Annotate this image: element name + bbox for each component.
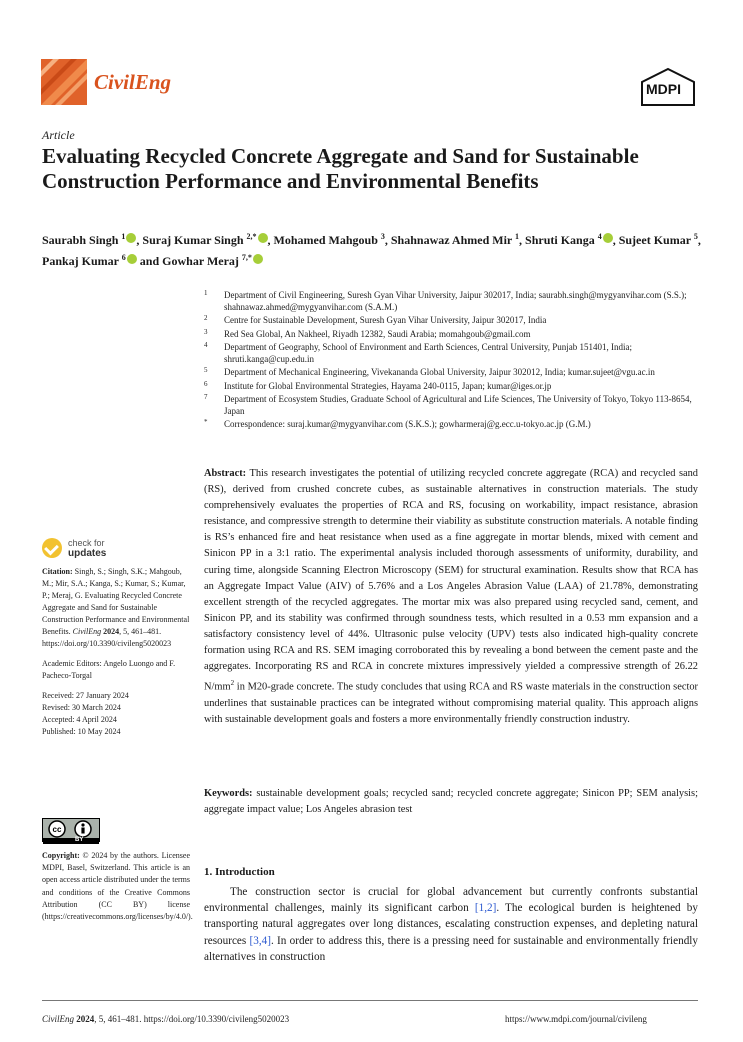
author-name: Saurabh Singh (42, 233, 122, 247)
academic-editors: Academic Editors: Angelo Luongo and F. Pacheco-Torgal (42, 659, 176, 680)
affiliation-number: 4 (204, 341, 208, 349)
check-for-updates-icon[interactable] (42, 538, 62, 558)
abstract-label: Abstract: (204, 468, 247, 479)
cc-by-text: BY (75, 837, 84, 843)
affiliation-text: Department of Civil Engineering, Suresh Gyan Vihar University, Jaipur 302017, India; saurabh.singh@mygyanvihar.com (S.S.); shahnawaz.ahmed@mygyanvihar.com (S.A.M.) (224, 290, 687, 312)
cc-by-bar (43, 838, 99, 844)
affiliation-list (204, 290, 704, 433)
check-line-1: check for (68, 538, 105, 548)
paper-title: Evaluating Recycled Concrete Aggregate and Sand for Sustainable Construction Performance and Environmental Benefits (42, 144, 639, 193)
affiliation-text: Correspondence: suraj.kumar@mygyanvihar.com (S.K.S.); gowharmeraj@g.ecc.u-tokyo.ac.jp (G.M.) (224, 419, 591, 429)
affiliation-item (204, 394, 704, 417)
abstract-text-2: in M20-grade concrete. The study concludes that using RCA and RS waste materials in the construction sector underlines that sustainable practices can be integrated without compromising material quality. This approach aligns with sustainable development goals and fosters a more environmentally friendly construction industry. (204, 681, 698, 725)
affiliation-item (204, 315, 704, 327)
abstract-sup: 2 (230, 679, 235, 688)
check-line-2: updates (68, 548, 107, 559)
footer-journal: CivilEng (42, 1014, 74, 1024)
check-for-updates-link[interactable] (68, 538, 106, 559)
date-received: Received: 27 January 2024 (42, 691, 129, 700)
affiliation-item (204, 381, 704, 393)
author-affiliation-sup: 3 (380, 232, 385, 241)
author-name: Gowhar Meraj (162, 254, 242, 268)
footer-doi[interactable]: , 5, 461–481. https://doi.org/10.3390/civileng5020023 (94, 1014, 290, 1024)
citation-ref-1-2[interactable]: [1,2] (474, 902, 497, 915)
affiliation-text: Centre for Sustainable Development, Suresh Gyan Vihar University, Jaipur 302017, India (224, 315, 547, 325)
citation-block (42, 566, 192, 650)
affiliation-item (204, 290, 704, 313)
footer-divider (42, 1000, 698, 1001)
author-separator: , (136, 233, 143, 247)
article-type: Article (42, 128, 75, 142)
publisher-name: MDPI (646, 81, 681, 97)
date-revised: Revised: 30 March 2024 (42, 703, 121, 712)
author-list (42, 228, 702, 270)
copyright-label: Copyright: (42, 851, 80, 860)
keywords-label: Keywords: (204, 788, 253, 799)
affiliation-text: Institute for Global Environmental Strategies, Hayama 240-0115, Japan; kumar@iges.or.jp (224, 380, 552, 391)
affiliation-number: 2 (204, 314, 208, 322)
citation-text: Singh, S.; Singh, S.K.; Mahgoub, M.; Mir, S.A.; Kanga, S.; Kumar, S.; Kumar, P.; Meraj, G. Evaluating Recycled Concrete Aggregate and Sand for Sustainable Construction Performance and Environmental Benefits. (42, 567, 190, 636)
citation-year: 2024 (103, 627, 120, 636)
affiliation-item (204, 329, 704, 341)
citation-ref-3-4[interactable]: [3,4] (249, 934, 271, 947)
intro-text-2: . The ecological burden is heightened by transporting natural aggregates over long distances, escalating construction expenses, and depleting natural resources (204, 902, 698, 947)
author-separator: , (612, 233, 619, 247)
affiliation-number: 3 (204, 327, 208, 336)
citation-journal: CivilEng (72, 627, 102, 636)
copyright-notice (42, 850, 193, 923)
keywords (204, 786, 698, 818)
abstract (204, 466, 698, 728)
citation-label: Citation: (42, 567, 73, 576)
author-affiliation-sup: 7,* (241, 253, 252, 262)
affiliation-number: 7 (204, 393, 208, 401)
author-separator: and (136, 254, 163, 268)
date-published: Published: 10 May 2024 (42, 727, 121, 736)
date-accepted: Accepted: 4 April 2024 (42, 715, 117, 724)
orcid-icon[interactable] (258, 233, 268, 243)
affiliation-text: Department of Ecosystem Studies, Graduate School of Agricultural and Life Sciences, The University of Tokyo, Tokyo 113-8654, Japan (224, 394, 692, 416)
author-separator: , (697, 233, 701, 247)
affiliation-number: 5 (204, 366, 208, 374)
intro-text-1: The construction sector is crucial for global advancement but currently confronts substantial environmental challenges, mainly its significant carbon (204, 886, 698, 915)
keywords-text: sustainable development goals; recycled sand; recycled concrete aggregate; Sinicon PP; SEM analysis; aggregate impact value; Los Angeles abrasion test (204, 788, 698, 815)
affiliation-number: * (204, 418, 208, 426)
author-name: Pankaj Kumar (42, 254, 122, 268)
orcid-icon[interactable] (253, 254, 263, 264)
abstract-text-1: This research investigates the potential of utilizing recycled concrete aggregate (RCA) and recycled sand (RS), derived from crushed concrete cubes, as sustainable alternatives in construction materials. The study comprehensively evaluates the properties of RCA and RS, focusing on workability, impact resistance, abrasion resistance, and compressive strength to determine their viability as substitute construction materials. A notable finding is RS’s enhanced fire and heat resistance when used as a fine aggregate in mortar blends, mixed with cement and Sinicon PP in a 3:1 ratio. The experimental analysis included thorough assessments of uniformity, durability, and curing time, alongside Scanning Electron Microscopy (SEM) for structural examination. Results show that RCA has an Aggregate Impact Value (AIV) of 5.76% and a Los Angeles Abrasion Value (LAA) of 21.78%, demonstrating excellent strength of the recycled aggregates. The mortar mix was also prepared using recycled sand, cement, and Sinicon PP, and its stability was confirmed through soundness tests, which resulted in a 0.53 mm expansion and a satisfactory consistency level of 44%. Ultrasonic pulse velocity (UPV) tests also indicated high-quality concrete formation using RCA and RS. SEM imaging corroborated this by revealing a bond between the cement paste and the aggregates. Incorporating RS and RCA in concrete mixtures impressively yielded a compressive strength of 26.22 N/mm (204, 468, 698, 693)
author-name: Suraj Kumar Singh (142, 233, 247, 247)
introduction-paragraph (204, 884, 698, 965)
affiliation-text: Department of Geography, School of Environment and Earth Sciences, Central University, Punjab 151401, India; shruti.kanga@cup.edu.in (224, 342, 632, 364)
affiliation-number: 1 (204, 289, 208, 297)
section-heading-introduction: 1. Introduction (204, 866, 275, 878)
author-affiliation-sup: 5 (693, 232, 698, 241)
journal-name: CivilEng (94, 70, 172, 94)
author-affiliation-sup: 1 (121, 232, 126, 241)
intro-text-3: . In order to address this, there is a pressing need for sustainable and environmentally friendly alternatives in construction (204, 934, 698, 963)
affiliation-item (204, 419, 704, 431)
author-affiliation-sup: 1 (515, 232, 520, 241)
copyright-text: © 2024 by the authors. Licensee MDPI, Basel, Switzerland. This article is an open access article distributed under the terms and conditions of the Creative Commons Attribution (CC BY) license (https://creativecommons.org/licenses/by/4.0/). (42, 851, 193, 922)
affiliation-text: Red Sea Global, An Nakheel, Riyadh 12382, Saudi Arabia; momahgoub@gmail.com (224, 328, 531, 339)
footer-year: 2024 (76, 1014, 95, 1024)
sidebar (42, 566, 192, 738)
orcid-icon[interactable] (603, 233, 613, 243)
affiliation-number: 6 (204, 379, 208, 388)
author-separator: , (384, 233, 391, 247)
orcid-icon[interactable] (127, 254, 137, 264)
author-name: Shahnawaz Ahmed Mir (390, 233, 516, 247)
author-affiliation-sup: 6 (121, 253, 126, 262)
author-separator: , (267, 233, 274, 247)
affiliation-item (204, 367, 704, 379)
orcid-icon[interactable] (126, 233, 136, 243)
author-name: Sujeet Kumar (618, 233, 694, 247)
author-affiliation-sup: 4 (597, 232, 602, 241)
affiliation-text: Department of Mechanical Engineering, Vivekananda Global University, Jaipur 302012, India; kumar.sujeet@vgu.ac.in (224, 367, 655, 377)
author-affiliation-sup: 2,* (246, 232, 257, 241)
author-name: Shruti Kanga (525, 233, 598, 247)
citation-doi[interactable]: , 5, 461–481. https://doi.org/10.3390/civileng5020023 (42, 627, 172, 648)
civileng-logo-icon (41, 59, 87, 105)
footer-citation (42, 1014, 289, 1024)
author-name: Mohamed Mahgoub (273, 233, 381, 247)
footer-journal-url[interactable]: https://www.mdpi.com/journal/civileng (505, 1014, 647, 1024)
cc-label: cc (52, 825, 62, 834)
affiliation-item (204, 342, 704, 365)
author-separator: , (519, 233, 526, 247)
